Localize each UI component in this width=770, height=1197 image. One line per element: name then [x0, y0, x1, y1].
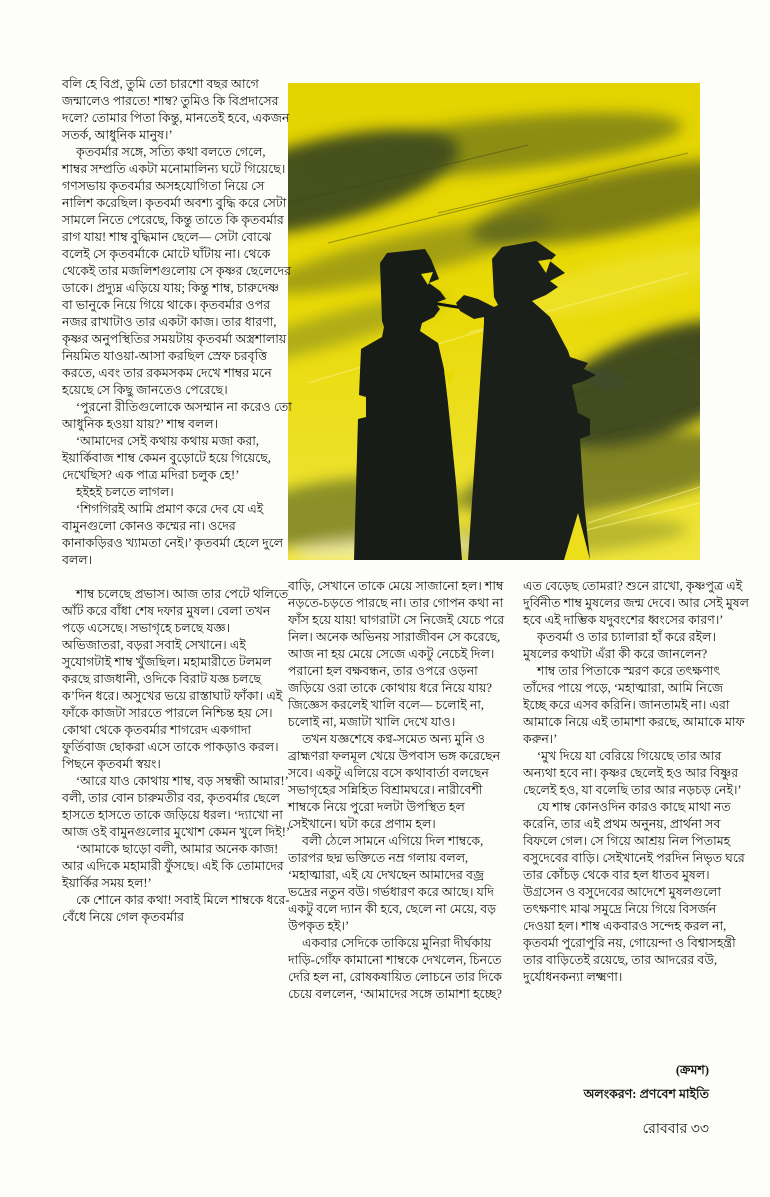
paragraph: ‘আমাদের সেই কথায় কথায় মজা করা, ইয়ার্কিবাজ শাম্ব কেমন বুড়োটে হয়ে গিয়েছে, দেখেছিস? এক পাত্র মদিরা চলুক হে!’ [62, 434, 271, 482]
paragraph: শাম্ব চলেছে প্রভাস। আজ তার পেটে থলিতে আঁট করে বাঁধা শেষ দফার মুষল। বেলা তখন পড়ে এসেছে। সভাগৃহে চলছে যজ্ঞ। অভিজাতরা, বড়রা সবাই সেখানে। এই সুযোগটাই শাম্ব খুঁজছিল। মহামারীতে টলমল করছে রাজধানী, ওদিকে বিরাট যজ্ঞ চলছে ক’দিন ধরে। অসুখের ভয়ে রাস্তাঘাট ফাঁকা। এই ফাঁকে কাজটা সারতে পারলে নিশ্চিন্ত হয় সে। কোথা থেকে কৃতবর্মার শাগরেদ একগাদা ফুর্তিবাজ ছোকরা এসে তাকে পাকড়াও করল। পিছনে কৃতবর্মা স্বয়ং। [62, 587, 289, 771]
paragraph: কে শোনে কার কথা! সবাই মিলে শাম্বকে ধরে-বেঁধে নিয়ে গেল কৃতবর্মার [62, 893, 290, 924]
paragraph: তখন যজ্ঞশেষে কণ্ব-সমেত অন্য মুনি ও ব্রাহ্মণরা ফলমূল খেয়ে উপবাস ভঙ্গ করেছেন সবে। একটু এলিয়ে বসে কথাবার্তা বলছেন সভাগৃহের সন্নিহিত বিশ্রামঘরে। নারীবেশী শাম্বকে নিয়ে পুরো দলটা উপস্থিত হল সেইখানে। ঘটা করে প্রণাম হল। [288, 732, 501, 831]
paragraph: একবার সেদিকে তাকিয়ে মুনিরা দীর্ঘকায় দাড়ি-গোঁফ কামানো শাম্বকে দেখলেন, চিনতে দেরি হল না, রোষকষায়িত লোচনে তার দিকে চেয়ে বললেন, ‘আমাদের সঙ্গে তামাশা হচ্ছে? [288, 936, 503, 1001]
paragraph: হইহই চলতে লাগল। [76, 485, 174, 499]
paragraph: ‘পুরনো রীতিগুলোকে অসম্মান না করেও তো আধুনিক হওয়া যায়?’ শাম্ব বলল। [62, 400, 292, 431]
text-column-3 [523, 578, 749, 986]
text-column-1 [62, 76, 292, 926]
paragraph: বলি হে বিপ্র, তুমি তো চারশো বছর আগে জন্মালেও পারতে! শাম্ব? তুমিও কি বিপ্রদাসের দলে? তোমার পিতা কিন্তু, মানতেই হবে, একজন সতর্ক, আধুনিক মানুষ।’ [62, 77, 290, 142]
paragraph: এত বেড়েছ তোমরা? শুনে রাখো, কৃষ্ণপুত্র এই দুর্বিনীত শাম্ব মুষলের জন্ম দেবে। আর সেই মুষল হবে এই দাম্ভিক যদুবংশের ধ্বংসের কারণ।’ [523, 579, 749, 627]
paragraph: বলী ঠেলে সামনে এগিয়ে দিল শাম্বকে, তারপর ছদ্ম ভক্তিতে নম্র গলায় বলল, ‘মহাত্মারা, এই যে দেখছেন আমাদের বজ্র ভদ্রের নতুন বউ। গর্ভধারণ করে আছে। যদি একটু বলে দ্যান কী হবে, ছেলে না মেয়ে, বড় উপকৃত হই।’ [288, 834, 497, 933]
illustration-credit: অলংকরণ: প্রণবেশ মাইতি [583, 1087, 709, 1101]
paragraph: যে শাম্ব কোনওদিন কারও কাছে মাথা নত করেনি, তার এই প্রথম অনুনয়, প্রার্থনা সব বিফলে গেল। সে গিয়ে আশ্রয় নিল পিতামহ বসুদেবের বাড়ি। সেইখানেই পরদিন নিভৃত ঘরে তার কোঁচড় থেকে বার হল ধাতব মুষল। উগ্রসেন ও বসুদেবের আদেশে মুষলগুলো তৎক্ষণাৎ মাঝ সমুদ্রে নিয়ে গিয়ে বিসর্জন দেওয়া হল। শাম্ব একবারও সন্দেহ করল না, কৃতবর্মা পুরোপুরি নয়, গোয়েন্দা ও বিশ্বাসহন্ত্রী তার বাড়িতেই রয়েছে, তার আদরের বউ, দুর্যোধনকন্যা লক্ষ্মণা। [523, 800, 745, 984]
page-folio: রোববার ৩৩ [642, 1122, 709, 1137]
paragraph: কৃতবর্মা ও তার চ্যালারা হাঁ করে রইল। মুষলের কথাটা এঁরা কী করে জানলেন? [523, 630, 716, 661]
paragraph: ‘আরে যাও কোথায় শাম্ব, বড় সম্বন্ধী আমার!’ বলী, তার বোন চারুমতীর বর, কৃতবর্মার ছেলে হাসতে হাসতে তাকে জড়িয়ে ধরল। ‘দ্যাখো না আজ ওই বামুনগুলোর মুখোশ কেমন খুলে দিই!’ [62, 774, 291, 839]
paragraph: কৃতবর্মার সঙ্গে, সত্যি কথা বলতে গেলে, শাম্বর সম্প্রতি একটা মনোমালিন্য ঘটে গিয়েছে। গণসভায় কৃতবর্মার অসহযোগিতা নিয়ে সে নালিশ করেছিল। কৃতবর্মা অবশ্য বুদ্ধি করে সেটা সামলে নিতে পেরেছে, কিন্তু তাতে কি কৃতবর্মার রাগ যায়! শাম্ব বুদ্ধিমান ছেলে— সেটা বোঝে বলেই সে কৃতবর্মাকে মোটে ঘাঁটায় না। থেকে থেকেই তার মজলিশগুলোয় সে কৃষ্ণর ছেলেদের ডাকে। প্রদ্যুম্ন এড়িয়ে যায়; কিন্তু শাম্ব, চারুদেষ্ণ বা ভানুকে নিয়ে গিয়ে থাকে। কৃতবর্মার ওপর নজর রাখাটাও তার একটা কাজ। তার ধারণা, কৃষ্ণর অনুপস্থিতির সময়টায় কৃতবর্মা অস্ত্রশালায় নিয়মিত যাওয়া-আসা করছিল স্রেফ চরবৃত্তি করতে, এবং তার রকমসকম দেখে শাম্বর মনে হয়েছে সে কিছু জানতেও পেরেছে। [62, 145, 292, 397]
continued-marker: (ক্রমশ) [675, 1063, 709, 1077]
paragraph: শাম্ব তার পিতাকে স্মরণ করে তৎক্ষণাৎ তাঁদের পায়ে পড়ে, ‘মহাত্মারা, আমি নিজে ইচ্ছে করে এসব করিনি। জানতামই না। এরা আমাকে নিয়ে এই তামাশা করছে, আমাকে মাফ করুন।’ [523, 664, 745, 746]
paragraph: বাড়ি, সেখানে তাকে মেয়ে সাজানো হল। শাম্ব নড়তে-চড়তে পারছে না। তার গোপন কথা না ফাঁস হয়ে যায়! ঘাগরাটা সে নিজেই যেচে পরে নিল। অনেক অভিনয় সারাজীবন সে করেছে, আজ না হয় মেয়ে সেজে একটু নেচেই দিল। পরানো হল বক্ষবন্ধন, তার ওপরে ওড়না জড়িয়ে ওরা তাকে কোথায় ধরে নিয়ে যায়? জিজ্ঞেস করলেই খালি বলে— চলোই না, চলোই না, মজাটা খালি দেখে যাও। [288, 579, 505, 729]
paragraph: ‘আমাকে ছাড়ো বলী, আমার অনেক কাজ! আর এদিকে মহামারী ফুঁসছে। এই কি তোমাদের ইয়ার্কির সময় হল!’ [62, 842, 284, 890]
abstract-painting [288, 83, 700, 560]
story-illustration [288, 83, 700, 560]
text-column-2 [288, 578, 516, 1003]
paragraph: ‘মুখ দিয়ে যা বেরিয়ে গিয়েছে তার আর অন্যথা হবে না। কৃষ্ণর ছেলেই হও আর বিষ্ণুর ছেলেই হও, যা বলেছি তার আর নড়চড় নেই।’ [523, 749, 742, 797]
paragraph: ‘শিগগিরই আমি প্রমাণ করে দেব যে এই বামুনগুলো কোনও কম্মের না। ওদের কানাকড়িরও খ্যামতা নেই।’ কৃতবর্মা হেলে দুলে বলল। [62, 502, 284, 567]
